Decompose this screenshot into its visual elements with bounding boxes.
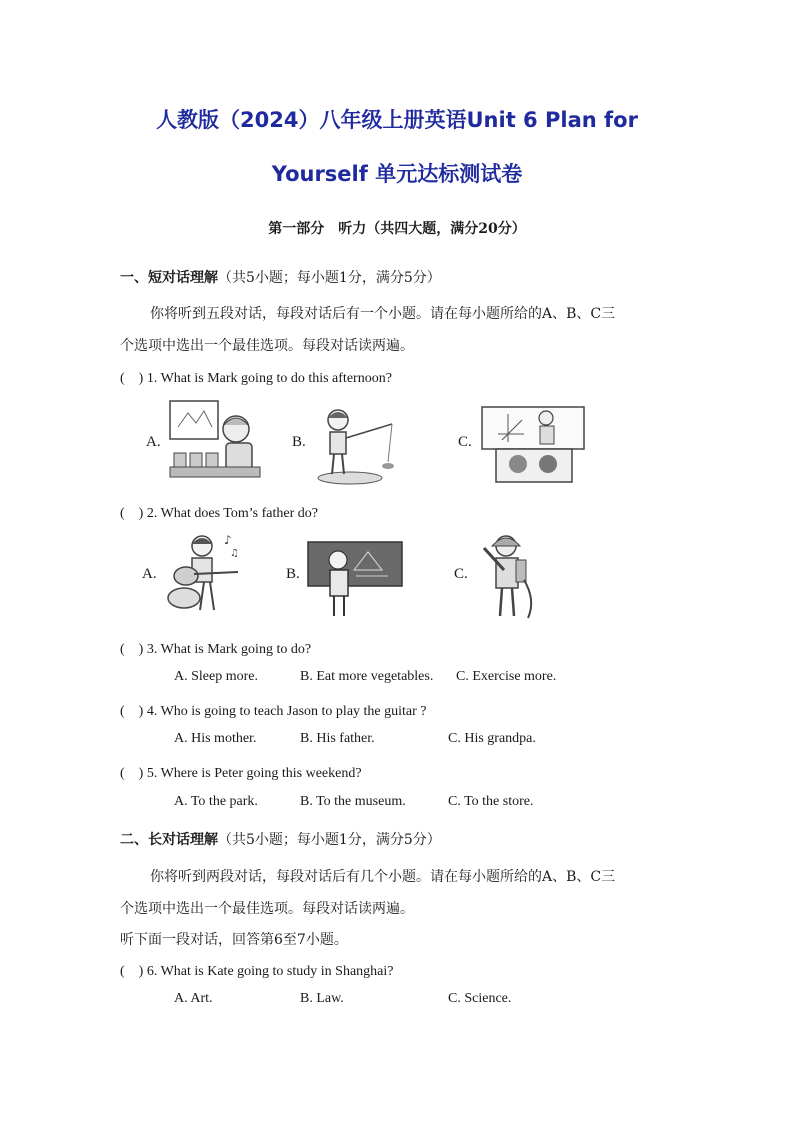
part-heading: 第一部分 听力（共四大题，满分20分） xyxy=(268,221,526,237)
svg-text:♫: ♫ xyxy=(230,548,239,559)
q5-option-a: A. To the park. xyxy=(174,794,258,809)
q2-label-a: A. xyxy=(142,566,157,582)
section-1-instruction: 你将听到五段对话，每段对话后有一个小题。请在每小题所给的A、B、C三 xyxy=(150,306,616,322)
question-3: ( ) 3. What is Mark going to do? xyxy=(120,642,312,657)
teacher-blackboard-image xyxy=(306,540,406,620)
q1-label-a: A. xyxy=(146,434,161,450)
q6-option-a: A. Art. xyxy=(174,991,213,1006)
q4-option-a: A. His mother. xyxy=(174,731,257,746)
question-1: ( ) 1. What is Mark going to do this afternoon? xyxy=(120,371,392,386)
section-1-heading xyxy=(120,267,441,287)
q1-label-c: C. xyxy=(458,434,472,450)
section-2-instruction: 你将听到两段对话，每段对话后有几个小题。请在每小题所给的A、B、C三 xyxy=(150,869,616,885)
section-2-rule: （共5小题；每小题1分，满分5分） xyxy=(218,832,441,848)
q4-option-b: B. His father. xyxy=(300,731,375,746)
q5-option-c: C. To the store. xyxy=(448,794,534,809)
teacher-classroom-image xyxy=(478,404,588,484)
title-line-2: Yourself 单元达标测试卷 xyxy=(271,162,523,186)
section-1-instruction-cont: 个选项中选出一个最佳选项。每段对话读两遍。 xyxy=(120,338,414,354)
q3-option-a: A. Sleep more. xyxy=(174,669,258,684)
section-2-heading xyxy=(120,829,441,849)
question-2: ( ) 2. What does Tom’s father do? xyxy=(120,506,318,521)
q3-option-c: C. Exercise more. xyxy=(456,669,557,684)
section-2-instruction-cont: 个选项中选出一个最佳选项。每段对话读两遍。 xyxy=(120,901,414,917)
movie-theater-image xyxy=(166,397,266,483)
svg-text:♪: ♪ xyxy=(224,533,232,547)
q2-label-b: B. xyxy=(286,566,300,582)
question-6: ( ) 6. What is Kate going to study in Shanghai? xyxy=(120,964,394,979)
q2-label-c: C. xyxy=(454,566,468,582)
section-1-rule: （共5小题；每小题1分，满分5分） xyxy=(218,270,441,286)
q6-option-c: C. Science. xyxy=(448,991,512,1006)
q5-option-b: B. To the museum. xyxy=(300,794,406,809)
q6-option-b: B. Law. xyxy=(300,991,344,1006)
q1-label-b: B. xyxy=(292,434,306,450)
guitar-player-image xyxy=(164,532,244,616)
section-1-title: 一、短对话理解 xyxy=(120,270,218,286)
q4-option-c: C. His grandpa. xyxy=(448,731,536,746)
section-2-dialogue-note: 听下面一段对话，回答第6至7小题。 xyxy=(120,932,348,948)
firefighter-image xyxy=(474,530,544,622)
question-4: ( ) 4. Who is going to teach Jason to play the guitar ? xyxy=(120,704,427,719)
title-line-1: 人教版（2024）八年级上册英语Unit 6 Plan for xyxy=(156,108,638,132)
q3-option-b: B. Eat more vegetables. xyxy=(300,669,434,684)
question-5: ( ) 5. Where is Peter going this weekend? xyxy=(120,766,362,781)
section-2-title: 二、长对话理解 xyxy=(120,832,218,848)
fishing-boy-image xyxy=(312,404,402,486)
